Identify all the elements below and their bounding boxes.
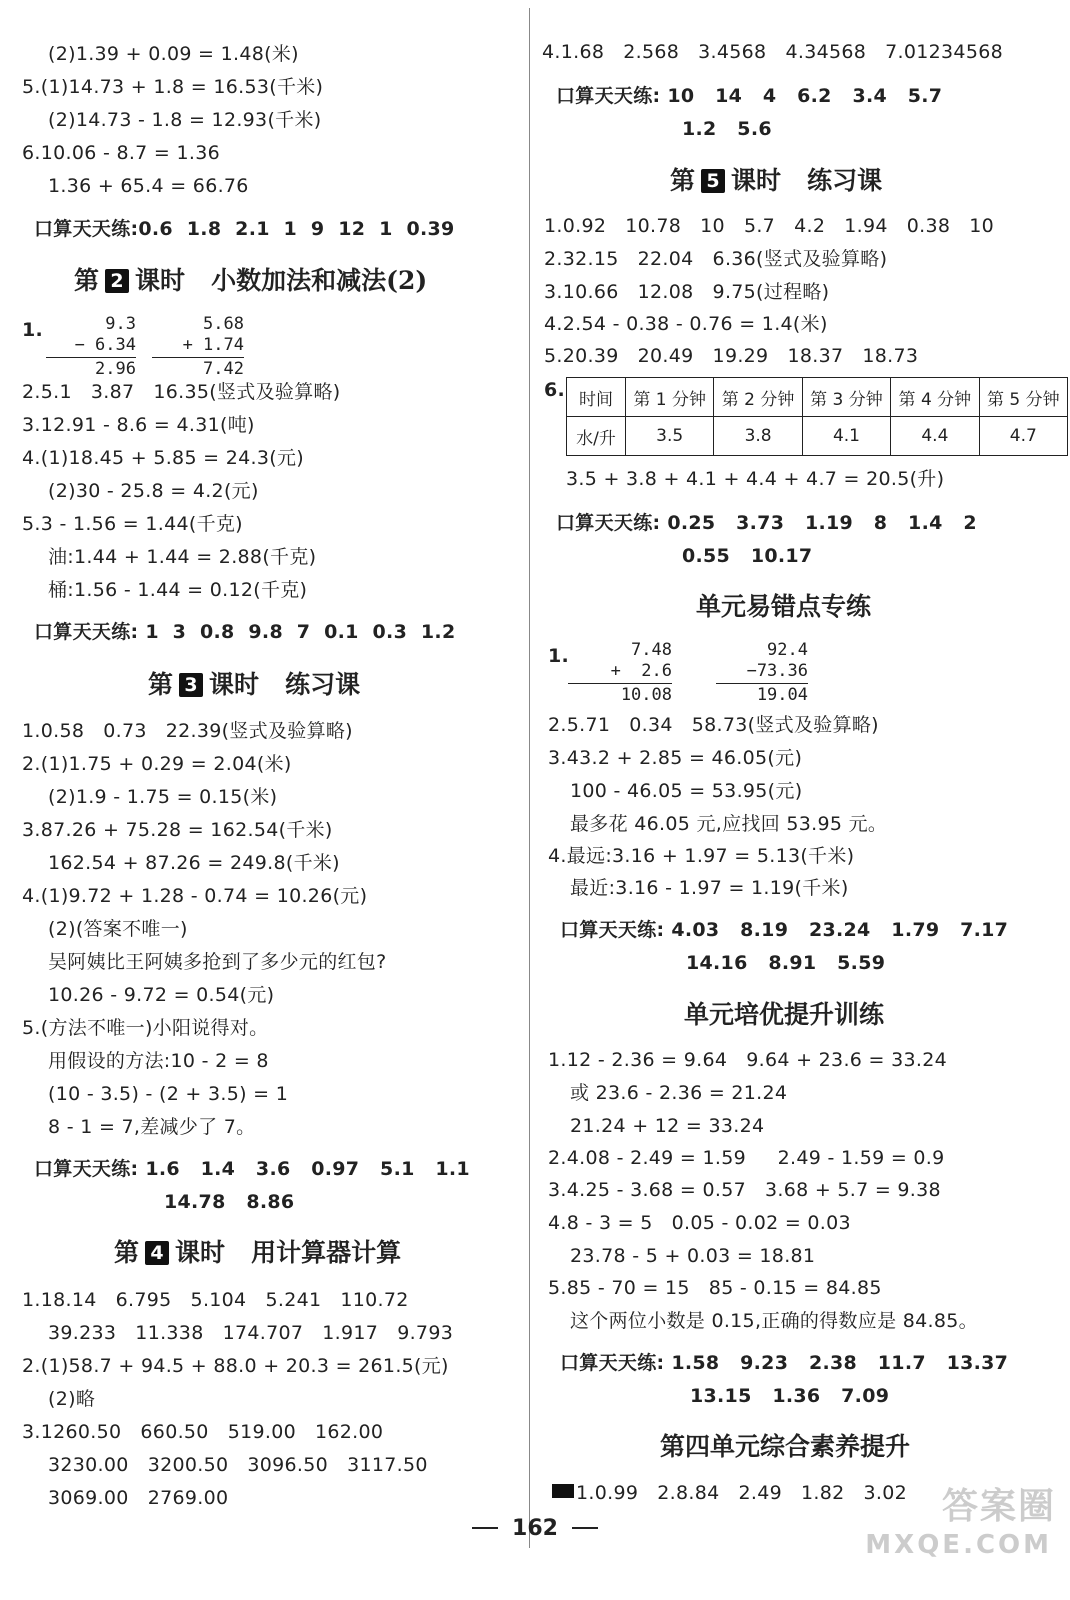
calc-rule <box>152 357 244 358</box>
lesson-number-badge: 4 <box>145 1241 169 1265</box>
answer-line: 4.(1)18.45 + 5.85 = 24.3(元) <box>22 447 304 469</box>
answer-line: 162.54 + 87.26 = 249.8(千米) <box>48 852 340 874</box>
answer-line: (2)1.39 + 0.09 = 1.48(米) <box>48 43 299 65</box>
lesson-3-heading <box>148 670 360 700</box>
answer-line: 100 - 46.05 = 53.95(元) <box>570 780 803 802</box>
vertical-calculation <box>46 314 136 380</box>
table-cell: 4.7 <box>979 417 1067 456</box>
lesson-5-heading <box>670 166 882 196</box>
heading-prefix: 第 <box>670 166 696 195</box>
vertical-calculation <box>716 640 808 706</box>
question-label: 6. <box>544 379 566 401</box>
answer-line: 2.(1)58.7 + 94.5 + 88.0 + 20.3 = 261.5(元) <box>22 1355 449 1377</box>
mental-math-line: 1.2 5.6 <box>682 118 772 140</box>
table-cell: 4.1 <box>802 417 890 456</box>
calc-operand: 5.68 <box>203 314 244 334</box>
mental-math-line: 0.55 10.17 <box>682 545 813 567</box>
table-header-cell: 第 5 分钟 <box>979 378 1067 417</box>
answer-line: 3.10.66 12.08 9.75(过程略) <box>544 281 830 303</box>
mental-math-line: 口算天天练: 1 3 0.8 9.8 7 0.1 0.3 1.2 <box>34 621 456 643</box>
footer-dash <box>572 1527 598 1529</box>
answer-line: 桶:1.56 - 1.44 = 0.12(千克) <box>48 579 308 601</box>
answer-line: 4.(1)9.72 + 1.28 - 0.74 = 10.26(元) <box>22 885 368 907</box>
answer-line: 21.24 + 12 = 33.24 <box>570 1115 765 1137</box>
lesson-4-heading <box>114 1238 401 1268</box>
mental-math-line: 14.78 8.86 <box>164 1191 295 1213</box>
table-row <box>567 417 1068 456</box>
answer-line: 1.0.58 0.73 22.39(竖式及验算略) <box>22 720 353 742</box>
answer-line: (2)略 <box>48 1388 96 1410</box>
calc-rule <box>46 357 136 358</box>
answer-line: 10.26 - 9.72 = 0.54(元) <box>48 984 275 1006</box>
answer-line: 最近:3.16 - 1.97 = 1.19(千米) <box>570 877 849 899</box>
calc-operand: + 2.6 <box>610 661 672 681</box>
answer-line: 2.32.15 22.04 6.36(竖式及验算略) <box>544 248 888 270</box>
lesson-number-badge: 3 <box>179 673 203 697</box>
mental-math-line: 口算天天练: 1.58 9.23 2.38 11.7 13.37 <box>560 1352 1009 1374</box>
calc-operand: 92.4 <box>767 640 808 660</box>
answer-line: (10 - 3.5) - (2 + 3.5) = 1 <box>48 1083 289 1105</box>
calc-operand: −73.36 <box>746 661 808 681</box>
answer-line: 用假设的方法:10 - 2 = 8 <box>48 1050 269 1072</box>
heading-title: 课时 用计算器计算 <box>175 1238 402 1267</box>
answer-line: 2.(1)1.75 + 0.29 = 2.04(米) <box>22 753 292 775</box>
answer-line: (2)1.9 - 1.75 = 0.15(米) <box>48 786 278 808</box>
answer-line <box>552 1481 907 1505</box>
calc-rule <box>716 683 808 684</box>
table-header-cell: 时间 <box>567 378 626 417</box>
answer-line: 4.2.54 - 0.38 - 0.76 = 1.4(米) <box>544 313 828 335</box>
calc-result: 10.08 <box>620 685 672 705</box>
calc-rule <box>568 683 672 684</box>
answer-line: 1.0.92 10.78 10 5.7 4.2 1.94 0.38 10 <box>544 215 995 237</box>
answer-line: 5.20.39 20.49 19.29 18.37 18.73 <box>544 345 919 367</box>
answer-line: 1.36 + 65.4 = 66.76 <box>48 175 249 197</box>
answer-line: (2)30 - 25.8 = 4.2(元) <box>48 480 259 502</box>
answer-line: 最多花 46.05 元,应找回 53.95 元。 <box>570 813 888 835</box>
answer-line: (2)(答案不唯一) <box>48 918 188 940</box>
table-cell: 3.8 <box>714 417 802 456</box>
answer-line: 3.43.2 + 2.85 = 46.05(元) <box>548 747 803 769</box>
answer-line: 5.(方法不唯一)小阳说得对。 <box>22 1017 269 1039</box>
section-marker-icon <box>552 1484 574 1498</box>
question-label: 1. <box>22 319 44 341</box>
mental-math-line: 14.16 8.91 5.59 <box>686 952 886 974</box>
water-table <box>566 377 1068 456</box>
answer-line: 39.233 11.338 174.707 1.917 9.793 <box>48 1322 454 1344</box>
table-cell: 3.5 <box>626 417 714 456</box>
table-header-cell: 第 3 分钟 <box>802 378 890 417</box>
calc-operand: 7.48 <box>631 640 672 660</box>
table-header-cell: 第 4 分钟 <box>891 378 979 417</box>
answer-line: 2.5.71 0.34 58.73(竖式及验算略) <box>548 714 879 736</box>
answer-line: (2)14.73 - 1.8 = 12.93(千米) <box>48 109 322 131</box>
mental-math-line: 口算天天练: 10 14 4 6.2 3.4 5.7 <box>556 85 943 107</box>
answer-line: 3.1260.50 660.50 519.00 162.00 <box>22 1421 384 1443</box>
heading-prefix: 第 <box>148 670 174 699</box>
answer-line: 3.5 + 3.8 + 4.1 + 4.4 + 4.7 = 20.5(升) <box>566 468 945 490</box>
answer-line: 5.3 - 1.56 = 1.44(千克) <box>22 513 243 535</box>
answer-line: 3.12.91 - 8.6 = 4.31(吨) <box>22 414 255 436</box>
calc-result: 19.04 <box>756 685 808 705</box>
calc-result: 2.96 <box>95 359 136 379</box>
calc-result: 7.42 <box>203 359 244 379</box>
unit4-answers: 1.0.99 2.8.84 2.49 1.82 3.02 <box>576 1482 908 1504</box>
table-header-row <box>567 378 1068 417</box>
answer-line: 8 - 1 = 7,差减少了 7。 <box>48 1116 256 1138</box>
answer-line: 4.8 - 3 = 5 0.05 - 0.02 = 0.03 <box>548 1212 851 1234</box>
vertical-calculation <box>568 640 672 706</box>
heading-title: 课时 小数加法和减法(2) <box>135 266 428 295</box>
column-divider <box>529 8 530 1548</box>
calc-operand: − 6.34 <box>74 335 136 355</box>
table-cell: 4.4 <box>891 417 979 456</box>
lesson-number-badge: 2 <box>105 269 129 293</box>
calc-operand: 9.3 <box>105 314 136 334</box>
answer-line: 1.18.14 6.795 5.104 5.241 110.72 <box>22 1289 409 1311</box>
watermark-logo: 答案圈 <box>941 1486 1056 1527</box>
heading-prefix: 第 <box>74 266 100 295</box>
mental-math-line: 口算天天练: 1.6 1.4 3.6 0.97 5.1 1.1 <box>34 1158 470 1180</box>
heading-prefix: 第 <box>114 1238 140 1267</box>
answer-line: 4.1.68 2.568 3.4568 4.34568 7.01234568 <box>542 41 1003 63</box>
answer-line: 5.(1)14.73 + 1.8 = 16.53(千米) <box>22 76 324 98</box>
answer-line: 油:1.44 + 1.44 = 2.88(千克) <box>48 546 317 568</box>
section-advanced-heading: 单元培优提升训练 <box>684 1000 885 1029</box>
lesson-2-heading <box>74 266 427 296</box>
answer-line: 这个两位小数是 0.15,正确的得数应是 84.85。 <box>570 1310 978 1332</box>
mental-math-line: 口算天天练:0.6 1.8 2.1 1 9 12 1 0.39 <box>34 218 455 240</box>
table-header-cell: 第 2 分钟 <box>714 378 802 417</box>
heading-title: 课时 练习课 <box>209 670 361 699</box>
answer-line: 2.5.1 3.87 16.35(竖式及验算略) <box>22 381 341 403</box>
table-cell: 水/升 <box>567 417 626 456</box>
heading-title: 课时 练习课 <box>731 166 883 195</box>
answer-line: 2.4.08 - 2.49 = 1.59 2.49 - 1.59 = 0.9 <box>548 1147 945 1169</box>
footer-dash <box>472 1527 498 1529</box>
calc-operand: + 1.74 <box>182 335 244 355</box>
vertical-calculation <box>152 314 244 380</box>
mental-math-line: 13.15 1.36 7.09 <box>690 1385 890 1407</box>
lesson-number-badge: 5 <box>701 169 725 193</box>
table-header-cell: 第 1 分钟 <box>626 378 714 417</box>
answer-line: 3.4.25 - 3.68 = 0.57 3.68 + 5.7 = 9.38 <box>548 1179 941 1201</box>
question-label: 1. <box>548 645 570 667</box>
answer-line: 4.最远:3.16 + 1.97 = 5.13(千米) <box>548 845 855 867</box>
answer-line: 吴阿姨比王阿姨多抢到了多少元的红包? <box>48 951 387 973</box>
answer-line: 或 23.6 - 2.36 = 21.24 <box>570 1082 788 1104</box>
answer-line: 3069.00 2769.00 <box>48 1487 229 1509</box>
answer-line: 3.87.26 + 75.28 = 162.54(千米) <box>22 819 333 841</box>
section-unit4-heading: 第四单元综合素养提升 <box>660 1432 911 1461</box>
mental-math-line: 口算天天练: 4.03 8.19 23.24 1.79 7.17 <box>560 919 1009 941</box>
mental-math-line: 口算天天练: 0.25 3.73 1.19 8 1.4 2 <box>556 512 977 534</box>
answer-line: 1.12 - 2.36 = 9.64 9.64 + 23.6 = 33.24 <box>548 1049 947 1071</box>
answer-line: 23.78 - 5 + 0.03 = 18.81 <box>570 1245 816 1267</box>
page-number: 162 <box>512 1516 558 1541</box>
watermark-url: MXQE.COM <box>865 1530 1052 1560</box>
page-footer <box>0 1516 1070 1541</box>
answer-line: 5.85 - 70 = 15 85 - 0.15 = 84.85 <box>548 1277 882 1299</box>
section-errors-heading: 单元易错点专练 <box>696 592 872 621</box>
answer-line: 6.10.06 - 8.7 = 1.36 <box>22 142 220 164</box>
answer-line: 3230.00 3200.50 3096.50 3117.50 <box>48 1454 428 1476</box>
